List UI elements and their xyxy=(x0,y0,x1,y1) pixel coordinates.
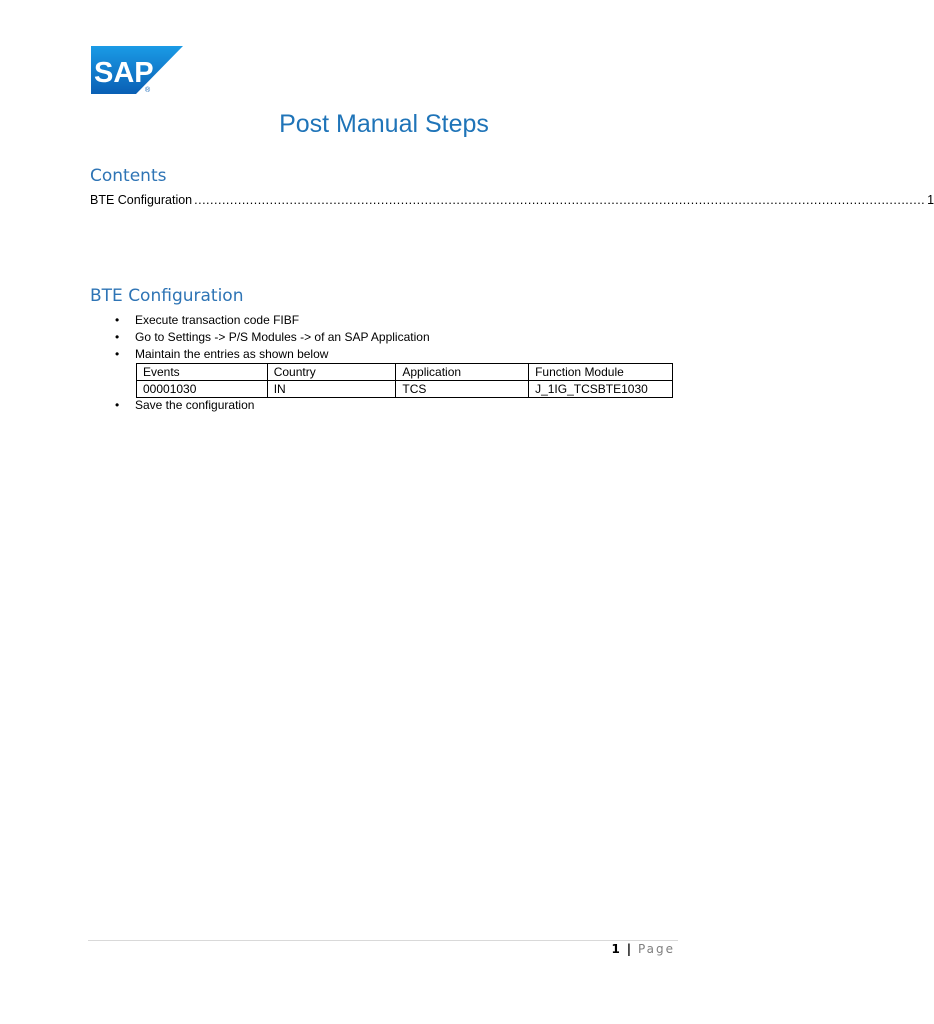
list-item-text: Save the configuration xyxy=(135,398,255,412)
footer-page-number: 1 xyxy=(611,942,620,956)
toc-entry-label[interactable]: BTE Configuration xyxy=(90,193,193,207)
toc-leader-dots: ........................................................................................................................................................................................ xyxy=(194,193,926,207)
list-item-text: Maintain the entries as shown below xyxy=(135,347,329,361)
table-cell: J_1IG_TCSBTE1030 xyxy=(529,381,673,398)
sap-logo xyxy=(91,46,183,94)
registered-mark: ® xyxy=(145,87,151,94)
list-item-text: Execute transaction code FIBF xyxy=(135,313,300,327)
page-footer xyxy=(612,942,675,956)
document-title: Post Manual Steps xyxy=(279,110,489,138)
table-cell: 00001030 xyxy=(137,381,268,398)
table-cell: IN xyxy=(267,381,396,398)
bte-entries-table xyxy=(136,363,673,398)
list-item-text: Go to Settings -> P/S Modules -> of an SAP Application xyxy=(135,330,430,344)
table-row xyxy=(137,381,673,398)
footer-divider xyxy=(88,940,678,941)
bullet-icon: • xyxy=(115,313,120,327)
table-header-cell: Application xyxy=(396,364,529,381)
footer-page-word: Page xyxy=(637,942,675,956)
toc-entry-page[interactable]: 1 xyxy=(927,193,934,207)
table-cell: TCS xyxy=(396,381,529,398)
bullet-list-continued xyxy=(110,397,690,414)
table-header-row xyxy=(137,364,673,381)
footer-separator: | xyxy=(626,942,632,956)
list-item xyxy=(110,312,690,329)
section-heading: BTE Configuration xyxy=(90,286,244,306)
contents-heading: Contents xyxy=(90,166,167,186)
bullet-icon: • xyxy=(115,330,120,344)
list-item xyxy=(110,397,690,414)
toc-entry[interactable] xyxy=(90,192,934,208)
bullet-icon: • xyxy=(115,347,120,361)
list-item xyxy=(110,329,690,346)
sap-logo-text: SAP xyxy=(94,57,154,89)
table-header-cell: Country xyxy=(267,364,396,381)
bullet-icon: • xyxy=(115,398,120,412)
table-header-cell: Function Module xyxy=(529,364,673,381)
bullet-list xyxy=(110,312,690,363)
table-header-cell: Events xyxy=(137,364,268,381)
list-item xyxy=(110,346,690,363)
